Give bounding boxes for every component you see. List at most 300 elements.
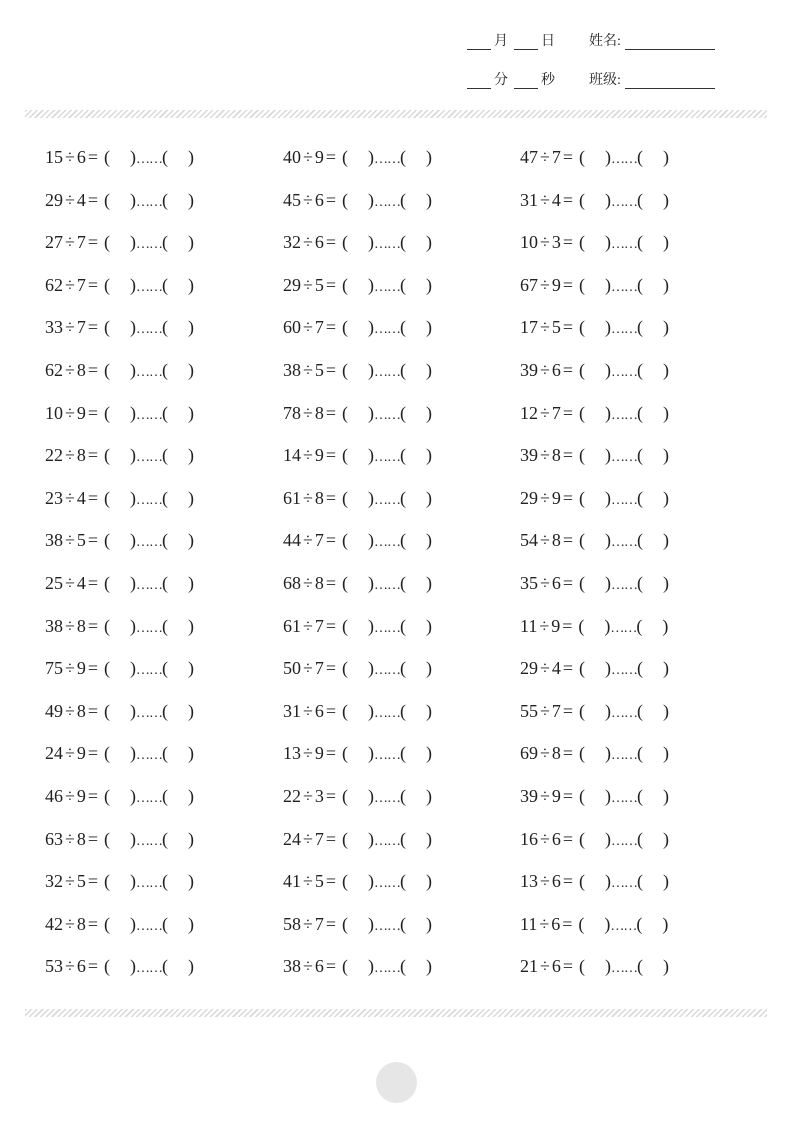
divisor: 9	[76, 658, 86, 679]
division-problem	[45, 355, 194, 385]
dividend: 44	[283, 530, 301, 551]
quotient-close-paren: )	[130, 573, 137, 593]
remainder-close-paren: )	[426, 828, 433, 849]
remainder-close-paren: )	[188, 445, 195, 466]
remainder-close-paren: )	[188, 147, 195, 167]
divide-sign: ÷	[65, 530, 75, 551]
quotient-close-paren: )	[130, 828, 137, 849]
quotient-open-paren: (	[342, 530, 349, 551]
remainder-close-paren: )	[663, 445, 670, 466]
divisor: 9	[314, 743, 324, 764]
remainder-open-paren: (	[400, 956, 407, 977]
dividend: 31	[520, 189, 538, 210]
quotient-close-paren: )	[605, 232, 612, 253]
dividend: 53	[45, 956, 63, 977]
quotient-close-paren: )	[368, 189, 375, 210]
quotient-open-paren: (	[104, 360, 111, 380]
division-problem	[283, 568, 432, 598]
remainder-close-paren: )	[426, 274, 433, 295]
division-problem	[520, 738, 669, 768]
quotient-open-paren: (	[104, 402, 111, 423]
remainder-close-paren: )	[426, 147, 433, 167]
divisor: 6	[551, 828, 561, 849]
equals-sign: =	[562, 189, 574, 210]
equals-sign: =	[87, 956, 99, 977]
divide-sign: ÷	[540, 487, 550, 508]
divisor: 6	[314, 700, 324, 721]
remainder-close-paren: )	[663, 828, 670, 849]
dividend: 78	[283, 402, 301, 423]
divide-sign: ÷	[540, 828, 550, 849]
equals-sign: =	[325, 956, 337, 977]
divide-sign: ÷	[303, 274, 313, 295]
quotient-open-paren: (	[342, 487, 349, 508]
remainder-open-paren: (	[400, 360, 407, 380]
remainder-close-paren: )	[426, 573, 433, 593]
remainder-open-paren: (	[162, 913, 169, 934]
quotient-open-paren: (	[579, 317, 586, 338]
divide-sign: ÷	[303, 402, 313, 423]
division-problem	[45, 483, 194, 513]
division-problem	[283, 781, 432, 811]
remainder-open-paren: (	[637, 402, 644, 423]
equals-sign: =	[87, 871, 99, 892]
remainder-open-paren: (	[400, 573, 407, 593]
divide-sign: ÷	[540, 402, 550, 423]
dividend: 49	[45, 700, 63, 721]
remainder-dots: ……	[611, 237, 638, 253]
day-blank[interactable]	[514, 35, 538, 50]
remainder-close-paren: )	[426, 487, 433, 508]
remainder-open-paren: (	[162, 956, 169, 977]
equals-sign: =	[562, 274, 574, 295]
divide-sign: ÷	[303, 487, 313, 508]
remainder-close-paren: )	[188, 658, 195, 679]
division-problem	[520, 483, 669, 513]
division-problem	[520, 355, 669, 385]
remainder-dots: ……	[136, 237, 163, 253]
division-problem	[520, 312, 669, 342]
remainder-open-paren: (	[162, 147, 169, 167]
division-problem	[520, 866, 669, 896]
divisor: 7	[76, 232, 86, 253]
division-problem	[283, 398, 432, 428]
day-label: 日	[541, 34, 555, 49]
division-problem	[283, 866, 432, 896]
quotient-close-paren: )	[130, 658, 137, 679]
divisor: 4	[76, 189, 86, 210]
remainder-close-paren: )	[426, 956, 433, 977]
division-problem	[520, 568, 669, 598]
quotient-close-paren: )	[130, 274, 137, 295]
quotient-open-paren: (	[104, 658, 111, 679]
remainder-dots: ……	[136, 194, 163, 210]
equals-sign: =	[325, 189, 337, 210]
quotient-open-paren: (	[104, 913, 111, 934]
division-problem	[283, 440, 432, 470]
dividend: 39	[520, 445, 538, 466]
remainder-dots: ……	[611, 194, 638, 210]
remainder-dots: ……	[374, 833, 401, 849]
quotient-close-paren: )	[368, 743, 375, 764]
quotient-close-paren: )	[368, 317, 375, 338]
division-problem	[283, 696, 432, 726]
quotient-close-paren: )	[368, 274, 375, 295]
quotient-open-paren: (	[104, 487, 111, 508]
equals-sign: =	[562, 445, 574, 466]
remainder-dots: ……	[374, 663, 401, 679]
remainder-close-paren: )	[426, 317, 433, 338]
equals-sign: =	[87, 828, 99, 849]
division-problem	[520, 611, 668, 641]
quotient-open-paren: (	[342, 573, 349, 593]
remainder-dots: ……	[136, 365, 163, 380]
division-problem	[45, 653, 194, 683]
divisor: 9	[314, 147, 324, 167]
remainder-close-paren: )	[663, 274, 670, 295]
name-blank[interactable]	[625, 35, 715, 50]
remainder-open-paren: (	[162, 189, 169, 210]
remainder-dots: ……	[136, 578, 163, 593]
dividend: 50	[283, 658, 301, 679]
division-problem	[45, 270, 194, 300]
remainder-dots: ……	[374, 791, 401, 806]
remainder-open-paren: (	[400, 402, 407, 423]
remainder-dots: ……	[136, 279, 163, 295]
equals-sign: =	[325, 658, 337, 679]
dividend: 24	[45, 743, 63, 764]
dividend: 11	[520, 913, 538, 934]
divisor: 8	[76, 615, 86, 636]
dividend: 58	[283, 913, 301, 934]
equals-sign: =	[87, 232, 99, 253]
equals-sign: =	[325, 232, 337, 253]
remainder-dots: ……	[374, 152, 401, 167]
divisor: 9	[314, 445, 324, 466]
equals-sign: =	[87, 317, 99, 338]
divide-sign: ÷	[65, 573, 75, 593]
remainder-close-paren: )	[426, 232, 433, 253]
remainder-close-paren: )	[663, 402, 670, 423]
dividend: 67	[520, 274, 538, 295]
remainder-open-paren: (	[637, 573, 644, 593]
quotient-open-paren: (	[342, 956, 349, 977]
dividend: 40	[283, 147, 301, 167]
second-blank[interactable]	[514, 74, 538, 89]
remainder-dots: ……	[374, 322, 401, 338]
equals-sign: =	[87, 786, 99, 806]
remainder-dots: ……	[136, 407, 163, 423]
remainder-close-paren: )	[426, 913, 433, 934]
divisor: 6	[314, 189, 324, 210]
division-problem	[283, 738, 432, 768]
quotient-close-paren: )	[604, 615, 611, 636]
dividend: 25	[45, 573, 63, 593]
dividend: 60	[283, 317, 301, 338]
quotient-open-paren: (	[342, 317, 349, 338]
quotient-close-paren: )	[130, 615, 137, 636]
remainder-close-paren: )	[426, 189, 433, 210]
divide-sign: ÷	[65, 786, 75, 806]
remainder-open-paren: (	[637, 956, 644, 977]
equals-sign: =	[562, 360, 574, 380]
divisor: 7	[551, 147, 561, 167]
class-blank[interactable]	[625, 74, 715, 89]
remainder-dots: ……	[611, 152, 638, 167]
equals-sign: =	[87, 445, 99, 466]
remainder-close-paren: )	[188, 402, 195, 423]
divide-sign: ÷	[540, 786, 550, 806]
quotient-open-paren: (	[342, 445, 349, 466]
remainder-close-paren: )	[662, 615, 669, 636]
division-problem	[45, 781, 194, 811]
divisor: 8	[76, 700, 86, 721]
equals-sign: =	[325, 147, 337, 167]
quotient-close-paren: )	[605, 956, 612, 977]
remainder-dots: ……	[611, 961, 638, 977]
remainder-dots: ……	[611, 279, 638, 295]
page-number-circle	[376, 1062, 417, 1103]
remainder-dots: ……	[611, 705, 638, 721]
remainder-close-paren: )	[426, 402, 433, 423]
quotient-open-paren: (	[104, 828, 111, 849]
remainder-dots: ……	[374, 279, 401, 295]
division-problem	[283, 483, 432, 513]
dividend: 35	[520, 573, 538, 593]
dividend: 17	[520, 317, 538, 338]
divide-sign: ÷	[540, 147, 550, 167]
equals-sign: =	[562, 828, 574, 849]
divisor: 7	[314, 828, 324, 849]
remainder-open-paren: (	[637, 317, 644, 338]
remainder-close-paren: )	[188, 956, 195, 977]
division-problem	[45, 185, 194, 215]
remainder-dots: ……	[136, 833, 163, 849]
division-problem	[520, 270, 669, 300]
divisor: 9	[551, 487, 561, 508]
dividend: 46	[45, 786, 63, 806]
divide-sign: ÷	[540, 274, 550, 295]
equals-sign: =	[562, 956, 574, 977]
remainder-open-paren: (	[637, 232, 644, 253]
quotient-open-paren: (	[104, 615, 111, 636]
quotient-open-paren: (	[104, 147, 111, 167]
remainder-open-paren: (	[162, 871, 169, 892]
remainder-open-paren: (	[162, 402, 169, 423]
divide-sign: ÷	[540, 317, 550, 338]
remainder-open-paren: (	[400, 445, 407, 466]
dividend: 61	[283, 615, 301, 636]
quotient-close-paren: )	[130, 360, 137, 380]
division-problem	[45, 696, 194, 726]
remainder-open-paren: (	[637, 786, 644, 806]
quotient-close-paren: )	[130, 956, 137, 977]
remainder-dots: ……	[136, 918, 163, 934]
equals-sign: =	[562, 658, 574, 679]
divisor: 6	[76, 147, 86, 167]
equals-sign: =	[325, 615, 337, 636]
quotient-open-paren: (	[104, 274, 111, 295]
divisor: 9	[76, 402, 86, 423]
dividend: 63	[45, 828, 63, 849]
quotient-close-paren: )	[368, 360, 375, 380]
divide-sign: ÷	[540, 360, 550, 380]
divide-sign: ÷	[303, 445, 313, 466]
division-problem	[283, 611, 432, 641]
divisor: 6	[314, 956, 324, 977]
division-problem	[45, 738, 194, 768]
dividend: 29	[283, 274, 301, 295]
quotient-close-paren: )	[605, 360, 612, 380]
division-problem	[283, 525, 432, 555]
divisor: 8	[76, 913, 86, 934]
remainder-open-paren: (	[400, 530, 407, 551]
dividend: 42	[45, 913, 63, 934]
divisor: 7	[551, 402, 561, 423]
quotient-close-paren: )	[368, 828, 375, 849]
equals-sign: =	[562, 402, 574, 423]
remainder-dots: ……	[611, 876, 638, 892]
remainder-open-paren: (	[162, 615, 169, 636]
divisor: 7	[314, 317, 324, 338]
equals-sign: =	[562, 147, 574, 167]
quotient-close-paren: )	[130, 317, 137, 338]
quotient-close-paren: )	[368, 487, 375, 508]
division-problem	[520, 185, 669, 215]
month-blank[interactable]	[467, 35, 491, 50]
remainder-dots: ……	[136, 322, 163, 338]
divide-sign: ÷	[539, 913, 550, 934]
quotient-close-paren: )	[605, 487, 612, 508]
minute-label: 分	[494, 73, 508, 88]
remainder-open-paren: (	[162, 360, 169, 380]
quotient-open-paren: (	[342, 743, 349, 764]
equals-sign: =	[87, 573, 99, 593]
equals-sign: =	[325, 786, 337, 806]
remainder-open-paren: (	[400, 487, 407, 508]
quotient-open-paren: (	[579, 232, 586, 253]
divide-sign: ÷	[65, 445, 75, 466]
remainder-close-paren: )	[188, 274, 195, 295]
quotient-open-paren: (	[579, 828, 586, 849]
division-problem	[520, 653, 669, 683]
divisor: 6	[551, 573, 561, 593]
remainder-close-paren: )	[188, 828, 195, 849]
division-problem	[520, 951, 669, 981]
remainder-open-paren: (	[636, 615, 643, 636]
quotient-close-paren: )	[368, 786, 375, 806]
divide-sign: ÷	[303, 530, 313, 551]
remainder-close-paren: )	[188, 232, 195, 253]
division-problem	[283, 142, 432, 172]
remainder-dots: ……	[136, 663, 163, 679]
divisor: 8	[314, 402, 324, 423]
equals-sign: =	[562, 871, 574, 892]
remainder-open-paren: (	[637, 487, 644, 508]
remainder-dots: ……	[611, 791, 638, 806]
remainder-open-paren: (	[400, 317, 407, 338]
remainder-dots: ……	[374, 578, 401, 593]
remainder-close-paren: )	[663, 360, 670, 380]
divide-sign: ÷	[303, 828, 313, 849]
divisor: 6	[76, 956, 86, 977]
quotient-close-paren: )	[130, 487, 137, 508]
quotient-close-paren: )	[605, 828, 612, 849]
divisor: 7	[314, 658, 324, 679]
dividend: 62	[45, 360, 63, 380]
divisor: 3	[314, 786, 324, 806]
remainder-dots: ……	[374, 194, 401, 210]
remainder-dots: ……	[136, 961, 163, 977]
divide-sign: ÷	[65, 274, 75, 295]
divide-sign: ÷	[65, 189, 75, 210]
class-label: 班级:	[589, 73, 621, 88]
equals-sign: =	[325, 871, 337, 892]
dividend: 29	[45, 189, 63, 210]
remainder-close-paren: )	[663, 658, 670, 679]
division-problem	[520, 398, 669, 428]
quotient-close-paren: )	[368, 147, 375, 167]
divide-sign: ÷	[65, 147, 75, 167]
quotient-close-paren: )	[605, 402, 612, 423]
equals-sign: =	[87, 530, 99, 551]
dividend: 14	[283, 445, 301, 466]
divide-sign: ÷	[303, 913, 313, 934]
remainder-close-paren: )	[663, 700, 670, 721]
dividend: 16	[520, 828, 538, 849]
dividend: 24	[283, 828, 301, 849]
remainder-close-paren: )	[188, 743, 195, 764]
quotient-close-paren: )	[368, 956, 375, 977]
division-problem	[283, 909, 432, 939]
remainder-close-paren: )	[188, 871, 195, 892]
minute-blank[interactable]	[467, 74, 491, 89]
division-problem	[283, 227, 432, 257]
equals-sign: =	[325, 700, 337, 721]
quotient-open-paren: (	[578, 615, 585, 636]
divide-sign: ÷	[540, 530, 550, 551]
divide-sign: ÷	[540, 445, 550, 466]
remainder-close-paren: )	[663, 147, 670, 167]
quotient-open-paren: (	[342, 913, 349, 934]
equals-sign: =	[325, 274, 337, 295]
division-problem	[520, 227, 669, 257]
equals-sign: =	[562, 530, 574, 551]
equals-sign: =	[325, 317, 337, 338]
divisor: 8	[314, 573, 324, 593]
equals-sign: =	[325, 573, 337, 593]
equals-sign: =	[87, 913, 99, 934]
equals-sign: =	[87, 615, 99, 636]
divisor: 6	[551, 913, 561, 934]
quotient-open-paren: (	[579, 530, 586, 551]
divisor: 4	[76, 487, 86, 508]
remainder-open-paren: (	[637, 871, 644, 892]
quotient-open-paren: (	[104, 573, 111, 593]
remainder-dots: ……	[136, 876, 163, 892]
remainder-close-paren: )	[188, 360, 195, 380]
dividend: 15	[45, 147, 63, 167]
division-problem	[45, 951, 194, 981]
divide-sign: ÷	[303, 786, 313, 806]
quotient-open-paren: (	[342, 700, 349, 721]
remainder-open-paren: (	[400, 913, 407, 934]
divisor: 8	[314, 487, 324, 508]
remainder-close-paren: )	[663, 871, 670, 892]
divisor: 8	[76, 828, 86, 849]
divisor: 7	[551, 700, 561, 721]
remainder-dots: ……	[374, 620, 401, 636]
